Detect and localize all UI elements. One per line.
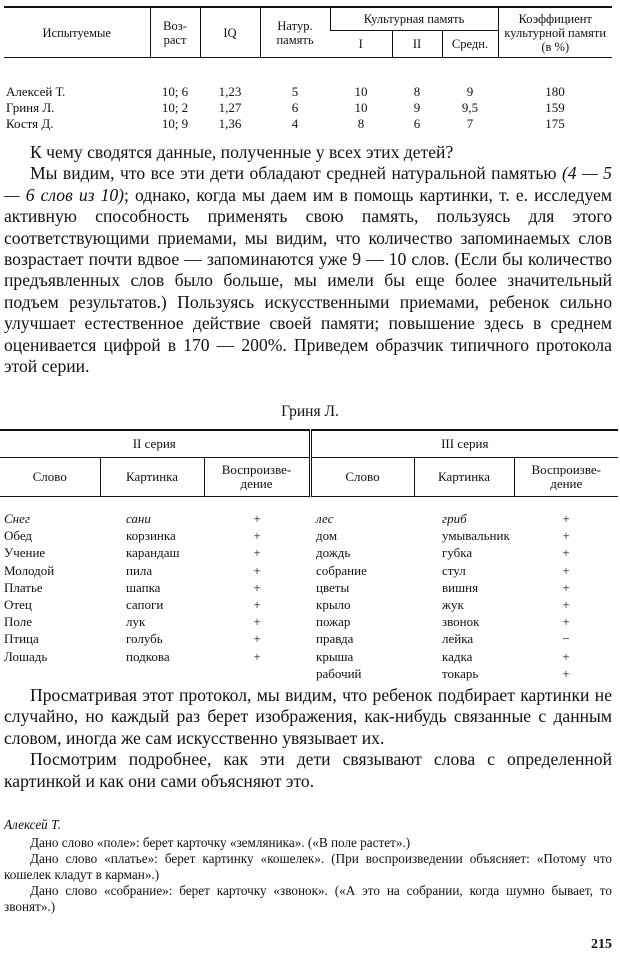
table-row (4, 116, 612, 132)
repro-cell: + (253, 579, 261, 595)
word-cell: Платье (4, 579, 43, 595)
header-cultural-memory: Культурная память (330, 7, 498, 31)
iq-value: 1,36 (218, 116, 242, 131)
col-word: Слово (0, 458, 100, 497)
picture-cell: звонок (442, 614, 480, 630)
cm-ii-value: 9 (413, 100, 421, 115)
picture-cell: жук (442, 597, 464, 613)
col-picture: Картинка (414, 458, 514, 497)
paragraph-text: ; однако, когда мы даем им в помощь картинки, т. е. исследуем активную способность применять свою память, пользуясь для этого соответствующими приемами, мы видим, что количество запоминаемых слов возрастает почти вдвое — запоминаются уже 9 — 10 слов. (Если бы количество предъявленных слов было больше, мы имели бы еще более значительный подъем результатов.) Пользуясь искусственными приемами, ребенок сильно улучшает естественное действие своей памяти; повышение здесь в среднем оценивается цифрой в 170 — 200%. Приведем образчик типичного протокола этой серии. (4, 184, 612, 377)
repro-cell: + (562, 648, 570, 664)
header-cm-avg: Средн. (442, 31, 498, 58)
picture-cell: вишня (442, 579, 479, 595)
word-cell: рабочий (316, 665, 362, 681)
paragraph (4, 163, 612, 377)
protocol-caption: Гриня Л. (281, 403, 339, 420)
repro-cell: − (562, 631, 570, 647)
note-item: Дано слово «поле»: берет карточку «земляника». («В поле растет».) (30, 835, 411, 850)
repro-cell: + (253, 648, 261, 664)
repro-cell: + (562, 665, 570, 681)
picture-cell: шапка (126, 579, 161, 595)
repro-cell: + (562, 511, 570, 526)
natural-value: 4 (291, 116, 299, 131)
natural-value: 6 (291, 100, 299, 115)
table-row (4, 58, 612, 101)
word-cell: лес (316, 511, 334, 526)
header-coefficient: Коэффициент культурной памяти (в %) (498, 7, 612, 58)
picture-cell: карандаш (126, 545, 180, 561)
picture-cell: стул (442, 562, 466, 578)
table-row (4, 100, 612, 116)
paragraph: Просматривая этот протокол, мы видим, что ребенок подбирает картинки не случайно, но каждый раз берет изображения, как-нибудь связанные с данным словом, иногда же сам искусственно увязывает их. (4, 685, 612, 748)
repro-cell: + (253, 631, 261, 647)
word-cell: Отец (4, 597, 32, 613)
table-row (0, 562, 618, 579)
col-reproduction: Воспроизве-дение (514, 458, 618, 497)
iq-value: 1,27 (218, 100, 242, 115)
age-value: 10; 2 (161, 100, 189, 115)
table-row (0, 665, 618, 682)
repro-cell: + (253, 545, 261, 561)
repro-cell: + (562, 597, 570, 613)
age-value: 10; 9 (161, 116, 189, 131)
header-cm-ii: II (392, 31, 442, 58)
word-cell: дом (316, 528, 338, 544)
table-row (0, 596, 618, 613)
picture-cell: лейка (442, 631, 474, 647)
col-picture: Картинка (100, 458, 204, 497)
protocol-table (0, 429, 618, 682)
cm-i-value: 10 (354, 84, 368, 99)
col-word: Слово (310, 458, 414, 497)
cm-ii-value: 8 (413, 84, 421, 99)
subject-name: Костя Д. (6, 116, 54, 131)
body-text-2 (4, 685, 612, 792)
word-cell: собрание (316, 562, 367, 578)
coef-value: 175 (545, 116, 565, 131)
word-cell: правда (316, 631, 354, 647)
header-cm-i: I (330, 31, 392, 58)
repro-cell: + (562, 545, 570, 561)
cm-avg-value: 9,5 (461, 100, 479, 115)
header-natural-memory: Натур. память (260, 7, 330, 58)
col-reproduction: Воспроизве-дение (204, 458, 310, 497)
picture-cell: губка (442, 545, 473, 561)
paragraph-text: Мы видим, что все эти дети обладают средней натуральной памятью (30, 163, 562, 184)
table-row (0, 648, 618, 665)
table-row (0, 497, 618, 528)
word-cell: Учение (4, 545, 46, 561)
subject-name: Гриня Л. (6, 100, 55, 115)
header-age: Воз-раст (150, 7, 200, 58)
picture-cell: лук (126, 614, 146, 630)
picture-cell: пила (126, 562, 153, 578)
picture-cell: токарь (442, 665, 479, 681)
body-text-1 (4, 142, 612, 377)
table-row (0, 613, 618, 630)
picture-cell: корзинка (126, 528, 176, 544)
paragraph: Посмотрим подробнее, как эти дети связывают слова с определенной картинкой и как они сами объясняют это. (4, 749, 612, 791)
coef-value: 180 (545, 84, 565, 99)
picture-cell: подкова (126, 648, 170, 664)
repro-cell: + (253, 511, 261, 526)
repro-cell: + (562, 614, 570, 630)
table-row (0, 544, 618, 561)
table-row (0, 630, 618, 647)
word-cell: дождь (316, 545, 351, 561)
picture-cell: голубь (126, 631, 163, 647)
word-cell: пожар (316, 614, 351, 630)
iq-value: 1,23 (218, 84, 242, 99)
table-row (0, 527, 618, 544)
paragraph-italic: (4 — 5— 6 слов из 10) (4, 163, 612, 205)
series-3-header: III серия (310, 430, 618, 458)
header-iq: IQ (200, 7, 260, 58)
notes-header: Алексей Т. (4, 817, 61, 832)
cultural-memory-table (4, 6, 612, 132)
word-cell: Птица (4, 631, 39, 647)
table-row (0, 579, 618, 596)
repro-cell: + (253, 562, 261, 578)
cm-avg-value: 7 (466, 116, 474, 131)
note-item: Дано слово «платье»: берет картинку «кошелек». (При воспроизведении объясняет: «Потому что кошелек кладут в карман».) (4, 851, 612, 882)
natural-value: 5 (291, 84, 299, 99)
repro-cell: + (562, 562, 570, 578)
repro-cell: + (253, 614, 261, 630)
picture-cell: кадка (442, 648, 473, 664)
repro-cell: + (253, 528, 261, 544)
header-subject: Испытуемые (4, 7, 150, 58)
repro-cell: + (253, 597, 261, 613)
cm-i-value: 8 (357, 116, 365, 131)
repro-cell: + (562, 579, 570, 595)
picture-cell: умывальник (442, 528, 510, 544)
paragraph: К чему сводятся данные, полученные у всех этих детей? (30, 142, 454, 162)
picture-cell: сапоги (126, 597, 164, 613)
page-number: 215 (591, 937, 612, 952)
note-item: Дано слово «собрание»: берет карточку «звонок». («А это на собрании, когда шумно бывает, то звонят».) (4, 883, 612, 914)
protocol-notes (4, 817, 612, 915)
picture-cell: гриб (442, 511, 467, 526)
age-value: 10; 6 (161, 84, 189, 99)
word-cell: Молодой (4, 562, 55, 578)
word-cell: Снег (4, 511, 30, 526)
word-cell: крыша (316, 648, 354, 664)
repro-cell: + (562, 528, 570, 544)
subject-name: Алексей Т. (6, 84, 66, 99)
word-cell: цветы (316, 579, 350, 595)
word-cell: Лошадь (4, 648, 48, 664)
word-cell: Обед (4, 528, 33, 544)
coef-value: 159 (545, 100, 565, 115)
cm-ii-value: 6 (413, 116, 421, 131)
word-cell: крыло (316, 597, 351, 613)
cm-avg-value: 9 (466, 84, 474, 99)
word-cell: Поле (4, 614, 32, 630)
cm-i-value: 10 (354, 100, 368, 115)
series-2-header: II серия (0, 430, 310, 458)
picture-cell: сани (126, 511, 151, 526)
